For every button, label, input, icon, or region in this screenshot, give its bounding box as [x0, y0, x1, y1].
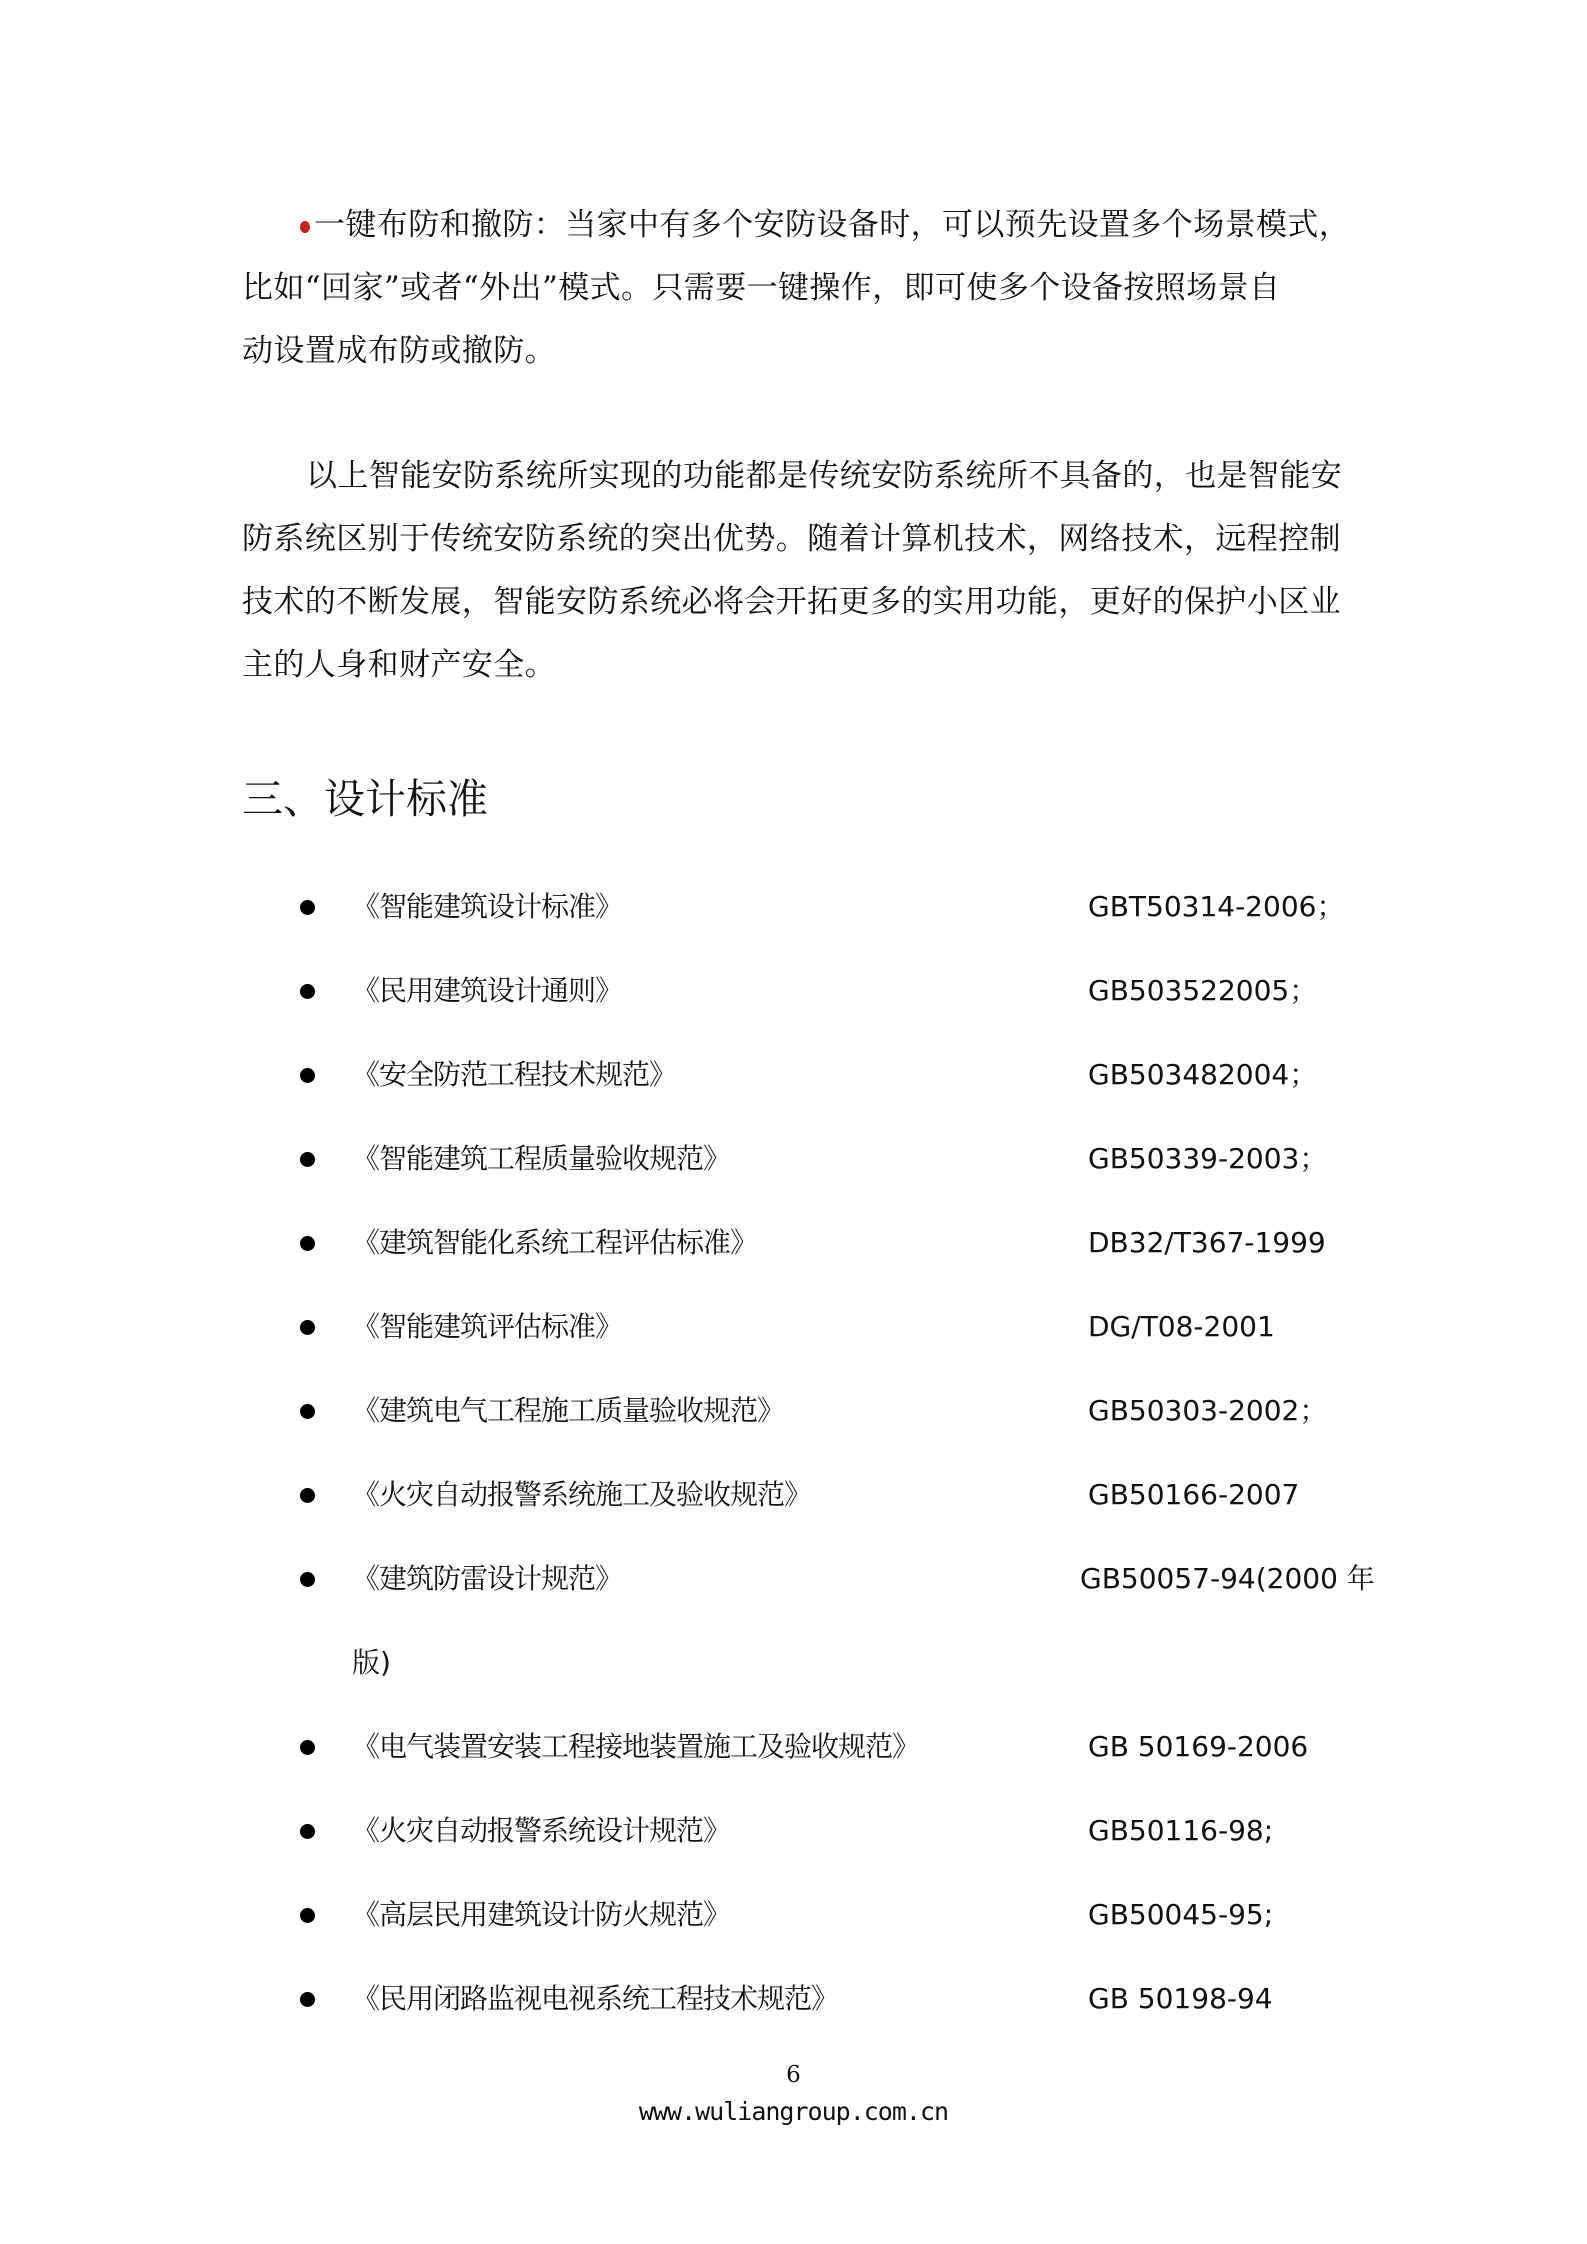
paragraph2-line: 主的人身和财产安全。 [242, 647, 556, 683]
standard-code: GB503482004； [1088, 1058, 1318, 1091]
standard-code: GB 50198-94 [1088, 1982, 1273, 2015]
standard-title: 《建筑电气工程施工质量验收规范》 [352, 1394, 785, 1427]
bullet-icon [300, 1740, 315, 1755]
standard-item [0, 1055, 1587, 1095]
bullet-icon [300, 1992, 315, 2007]
footer-url: www.wuliangroup.com.cn [638, 2097, 949, 2126]
standard-code: GB50339-2003； [1088, 1142, 1328, 1175]
standard-title: 《建筑智能化系统工程评估标准》 [352, 1226, 758, 1259]
standard-item [0, 1727, 1587, 1767]
bullet-icon [300, 1488, 315, 1503]
standard-code: DB32/T367-1999 [1088, 1226, 1326, 1259]
bullet-icon [300, 900, 315, 915]
bullet-icon [300, 1404, 315, 1419]
standard-code: GB50057-94(2000 年 [1080, 1562, 1375, 1595]
standard-title: 《火灾自动报警系统设计规范》 [352, 1814, 731, 1847]
standard-code-continuation: 版) [352, 1646, 391, 1679]
standard-code: GB50303-2002； [1088, 1394, 1328, 1427]
standard-item [0, 1391, 1587, 1431]
standard-title: 《建筑防雷设计规范》 [352, 1562, 623, 1595]
standard-item [0, 1139, 1587, 1179]
bullet-icon [300, 1572, 315, 1587]
page-number: 6 [786, 2062, 801, 2088]
standard-item [0, 1895, 1587, 1935]
standard-code: GBT50314-2006； [1088, 890, 1345, 923]
text: 一键布防和撤防：当家中有多个安防设备时，可以预先设置多个场景模式， [314, 207, 1351, 243]
standard-item [0, 1811, 1587, 1851]
standard-item [0, 1979, 1587, 2019]
standard-item [0, 1223, 1587, 1263]
standard-title: 《智能建筑工程质量验收规范》 [352, 1142, 731, 1175]
standard-item [0, 1475, 1587, 1515]
standard-code: GB50045-95; [1088, 1898, 1274, 1931]
bullet-icon [300, 1068, 315, 1083]
standard-code: DG/T08-2001 [1088, 1310, 1275, 1343]
paragraph1-line: 动设置成布防或撤防。 [242, 333, 556, 369]
standard-code: GB 50169-2006 [1088, 1730, 1309, 1763]
paragraph1-line [300, 205, 1350, 245]
standard-item [0, 887, 1587, 927]
section-heading: 三、设计标准 [242, 775, 488, 823]
standard-code: GB50116-98; [1088, 1814, 1274, 1847]
bullet-icon [300, 1824, 315, 1839]
standard-title: 《安全防范工程技术规范》 [352, 1058, 677, 1091]
paragraph1-line: 比如“回家”或者“外出”模式。只需要一键操作，即可使多个设备按照场景自 [242, 270, 1281, 306]
standard-code: GB503522005； [1088, 974, 1318, 1007]
standard-item [0, 1307, 1587, 1347]
paragraph2-line: 以上智能安防系统所实现的功能都是传统安防系统所不具备的，也是智能安 [306, 458, 1343, 494]
standard-title: 《民用闭路监视电视系统工程技术规范》 [352, 1982, 839, 2015]
paragraph2-line: 防系统区别于传统安防系统的突出优势。随着计算机技术，网络技术，远程控制 [242, 521, 1341, 557]
bullet-icon [300, 1236, 315, 1251]
standard-item [0, 971, 1587, 1011]
red-bullet-icon [300, 221, 310, 233]
bullet-icon [300, 984, 315, 999]
standard-title: 《民用建筑设计通则》 [352, 974, 623, 1007]
bullet-icon [300, 1152, 315, 1167]
standard-title: 《火灾自动报警系统施工及验收规范》 [352, 1478, 812, 1511]
standard-title: 《智能建筑设计标准》 [352, 890, 623, 923]
standard-title: 《智能建筑评估标准》 [352, 1310, 623, 1343]
standard-item [0, 1559, 1587, 1599]
paragraph2-line: 技术的不断发展，智能安防系统必将会开拓更多的实用功能，更好的保护小区业 [242, 584, 1341, 620]
bullet-icon [300, 1908, 315, 1923]
bullet-icon [300, 1320, 315, 1335]
standard-code: GB50166-2007 [1088, 1478, 1300, 1511]
standard-title: 《高层民用建筑设计防火规范》 [352, 1898, 731, 1931]
standard-title: 《电气装置安装工程接地装置施工及验收规范》 [352, 1730, 920, 1763]
